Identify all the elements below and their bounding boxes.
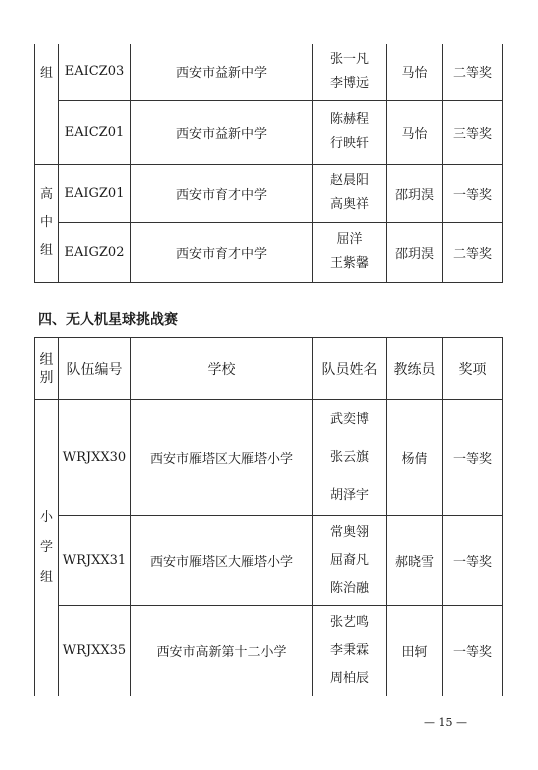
team-id-cell: EAICZ01 [59,100,131,164]
member-name: 张一凡 [329,51,369,67]
award-cell: 一等奖 [443,606,503,696]
team-id-cell: EAICZ03 [59,44,131,100]
coach-cell: 邵玥淏 [387,222,443,282]
header-group [35,338,59,400]
header-row [35,338,503,400]
members-cell [313,222,387,282]
member-name: 常奥翎 [329,524,369,540]
school-cell: 西安市育才中学 [131,222,313,282]
member-name: 屈洋 [336,232,363,247]
members-cell [313,516,387,606]
team-id-cell: WRJXX31 [59,516,131,606]
member-name: 陈治融 [329,580,369,596]
member-name: 胡泽宇 [329,487,369,503]
header-team-id: 队伍编号 [59,338,131,400]
team-id-cell: EAIGZ01 [59,164,131,222]
coach-cell: 郝晓雪 [387,516,443,606]
member-name: 李秉霖 [329,642,369,658]
table-row [35,100,503,164]
school-cell: 西安市高新第十二小学 [131,606,313,696]
award-cell: 二等奖 [443,222,503,282]
members-cell [313,100,387,164]
group-cell [35,164,59,282]
table-row [35,400,503,516]
group-label: 小学组 [39,509,53,585]
award-cell: 一等奖 [443,164,503,222]
header-members: 队员姓名 [313,338,387,400]
members-cell [313,44,387,100]
table-row [35,516,503,606]
member-name: 张艺鸣 [329,614,369,630]
header-group-label: 组别 [39,351,54,386]
member-name: 行映轩 [329,136,369,151]
members-cell [313,400,387,516]
page-number: — 15 — [424,716,467,729]
award-cell: 一等奖 [443,516,503,606]
results-table-top [34,44,503,283]
coach-cell: 马怡 [387,100,443,164]
member-name: 张云旗 [329,449,369,465]
table-row [35,164,503,222]
school-cell: 西安市益新中学 [131,44,313,100]
member-name: 李博远 [329,75,369,91]
section-title: 四、无人机星球挑战赛 [38,312,178,328]
team-id-cell: EAIGZ02 [59,222,131,282]
coach-cell: 马怡 [387,44,443,100]
member-name: 武奕博 [329,411,369,427]
table-row [35,44,503,100]
coach-cell: 杨倩 [387,400,443,516]
table-row [35,222,503,282]
table-row [35,606,503,696]
school-cell: 西安市育才中学 [131,164,313,222]
member-name: 周柏辰 [329,670,369,686]
members-cell [313,606,387,696]
header-coach: 教练员 [387,338,443,400]
school-cell: 西安市益新中学 [131,100,313,164]
award-cell: 一等奖 [443,400,503,516]
member-name: 高奥祥 [329,197,369,212]
school-cell: 西安市雁塔区大雁塔小学 [131,400,313,516]
group-cell: 组 [35,44,59,164]
group-label: 高中组 [39,187,53,258]
coach-cell: 邵玥淏 [387,164,443,222]
header-award: 奖项 [443,338,503,400]
header-school: 学校 [131,338,313,400]
member-name: 王紫馨 [329,256,369,271]
members-cell [313,164,387,222]
school-cell: 西安市雁塔区大雁塔小学 [131,516,313,606]
member-name: 屈裔凡 [329,552,369,568]
member-name: 陈赫程 [329,112,369,127]
group-cell [35,400,59,696]
coach-cell: 田轲 [387,606,443,696]
member-name: 赵晨阳 [329,173,369,188]
team-id-cell: WRJXX30 [59,400,131,516]
team-id-cell: WRJXX35 [59,606,131,696]
award-cell: 三等奖 [443,100,503,164]
results-table-bottom [34,337,503,696]
award-cell: 二等奖 [443,44,503,100]
